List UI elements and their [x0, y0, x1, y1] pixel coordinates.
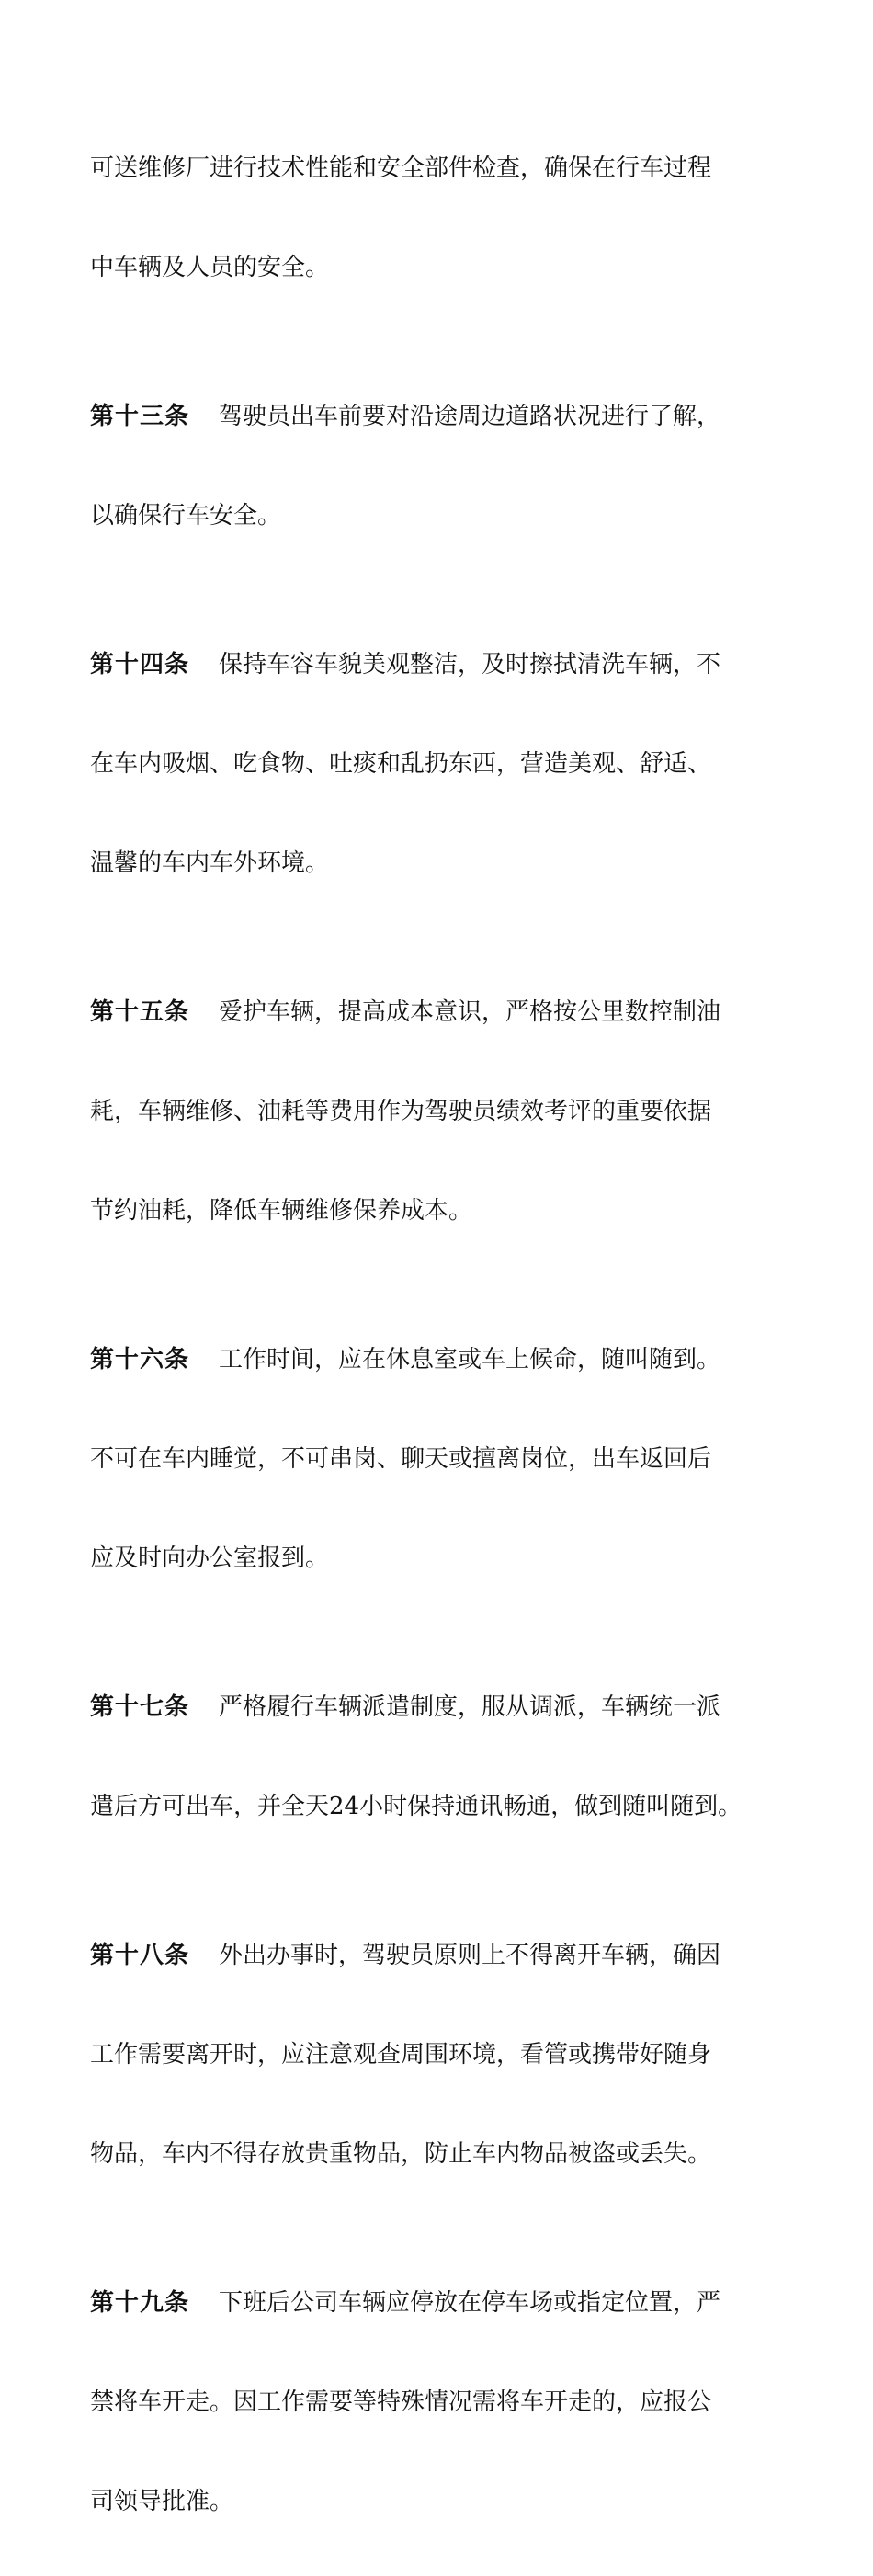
text-line: [90, 392, 761, 441]
article-17: [90, 1633, 761, 1881]
text-line: 工作需要离开时，应注意观查周围环境，看管或携带好随身: [90, 2041, 712, 2069]
document-body: [90, 94, 761, 2576]
text-line: 物品，车内不得存放贵重物品，防止车内物品被盗或丢失。: [90, 2140, 712, 2168]
article-number: 第十七条: [90, 1693, 190, 1721]
text-line: 中车辆及人员的安全。: [90, 254, 330, 281]
article-19: [90, 2228, 761, 2576]
text-line: 以确保行车安全。: [90, 502, 282, 530]
article-13: [90, 342, 761, 590]
text-line: 可送维修厂进行技术性能和安全部件检查，确保在行车过程: [90, 154, 712, 182]
article-number: 第十三条: [90, 403, 190, 430]
text-line: 司领导批准。: [90, 2488, 234, 2515]
text-line: 工作时间，应在休息室或车上候命，随叫随到。: [219, 1346, 721, 1373]
article-18: [90, 1881, 761, 2228]
text-line: [90, 1335, 761, 1385]
article-number: 第十九条: [90, 2289, 190, 2317]
text-line: 应及时向办公室报到。: [90, 1544, 330, 1572]
text-line: [90, 987, 761, 1037]
text-line: [90, 640, 761, 690]
text-line: 禁将车开走。因工作需要等特殊情况需将车开走的，应报公: [90, 2388, 712, 2416]
text-line: [90, 1682, 761, 1732]
article-number: 第十六条: [90, 1346, 190, 1373]
text-line: 耗，车辆维修、油耗等费用作为驾驶员绩效考评的重要依据: [90, 1098, 712, 1125]
text-line: [90, 2278, 761, 2328]
text-line: 驾驶员出车前要对沿途周边道路状况进行了解，: [219, 403, 721, 430]
text-line: 外出办事时，驾驶员原则上不得离开车辆，确因: [219, 1942, 721, 1969]
article-number: 第十四条: [90, 651, 190, 678]
text-line: 不可在车内睡觉，不可串岗、聊天或擅离岗位，出车返回后: [90, 1445, 712, 1473]
text-line: 温馨的车内车外环境。: [90, 849, 330, 877]
article-16: [90, 1285, 761, 1633]
article-number: 第十五条: [90, 998, 190, 1026]
paragraph-continuation: [90, 94, 761, 342]
text-line: 爱护车辆，提高成本意识，严格按公里数控制油: [219, 998, 721, 1026]
text-line: [90, 1931, 761, 1980]
text-line: 下班后公司车辆应停放在停车场或指定位置，严: [219, 2289, 721, 2317]
text-line: 遣后方可出车，并全天24小时保持通讯畅通，做到随叫随到。: [90, 1793, 743, 1820]
text-line: 节约油耗，降低车辆维修保养成本。: [90, 1197, 473, 1225]
text-line: 在车内吸烟、吃食物、吐痰和乱扔东西，营造美观、舒适、: [90, 750, 712, 778]
article-15: [90, 938, 761, 1285]
text-line: 保持车容车貌美观整洁，及时擦拭清洗车辆，不: [219, 651, 721, 678]
article-number: 第十八条: [90, 1942, 190, 1969]
text-line: 严格履行车辆派遣制度，服从调派，车辆统一派: [219, 1693, 721, 1721]
article-14: [90, 590, 761, 938]
